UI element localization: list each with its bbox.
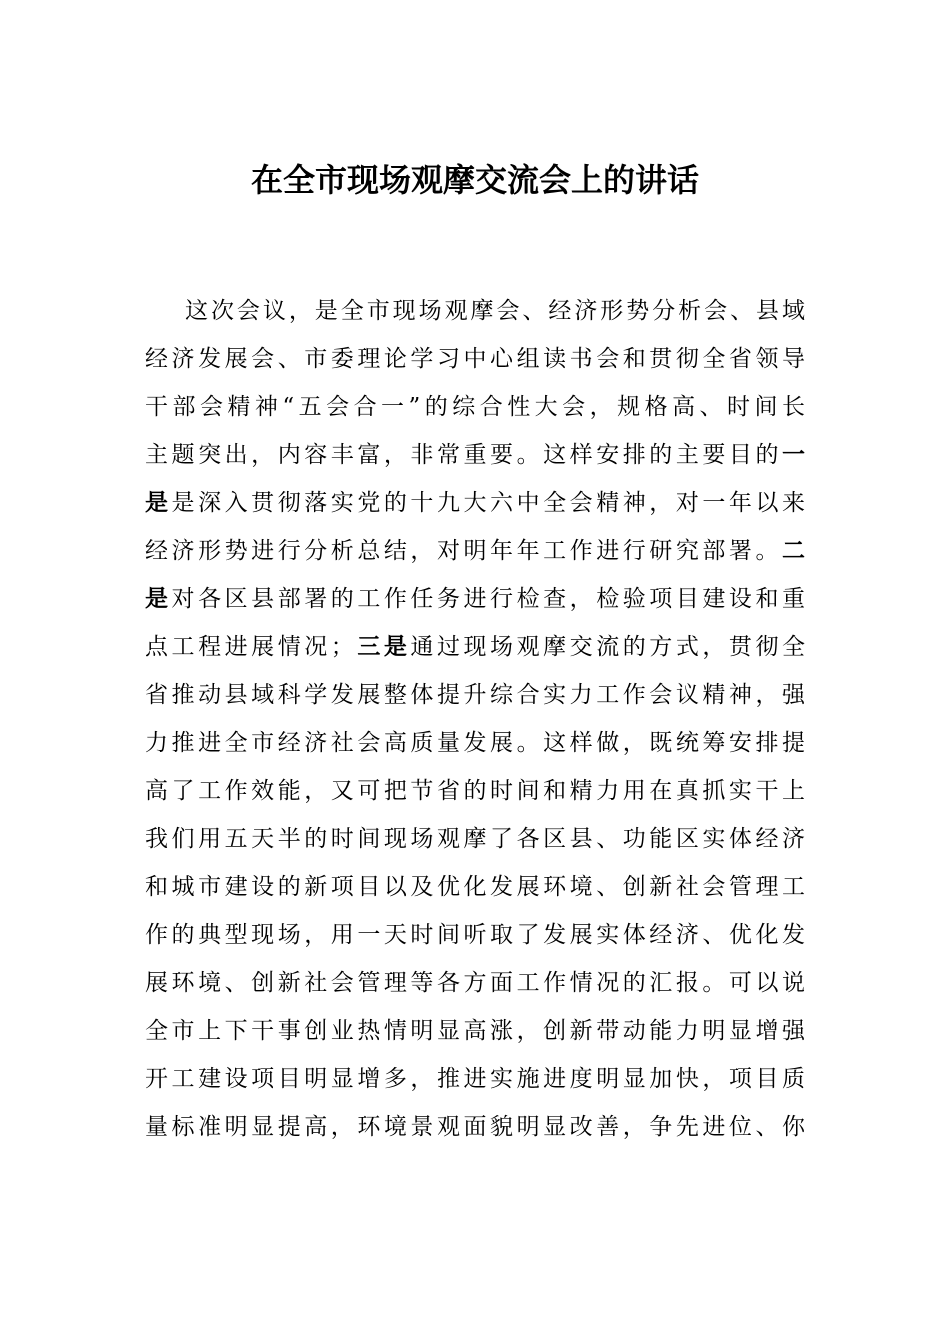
speech-paragraph	[145, 287, 805, 1151]
paragraph-line	[145, 575, 805, 623]
paragraph-line	[145, 863, 805, 911]
paragraph-line	[145, 1055, 805, 1103]
text-segment: 是深入贯彻落实党的十九大六中全会精神，对一年以来	[171, 490, 806, 516]
text-segment: 高了工作效能，又可把节省的时间和精力用在真抓实干上	[145, 778, 805, 804]
text-segment: 通过现场观摩交流的方式，贯彻全	[410, 634, 806, 660]
text-segment: 对各区县部署的工作任务进行检查，检验项目建设和重	[171, 586, 806, 612]
text-segment: 主题突出，内容丰富，非常重要。这样安排的主要目的	[145, 442, 782, 468]
bold-text-segment: 一	[782, 442, 805, 468]
text-segment: 全市上下干事创业热情明显高涨，创新带动能力明显增强	[145, 1018, 805, 1044]
text-segment: 作的典型现场，用一天时间听取了发展实体经济、优化发	[145, 922, 805, 948]
bold-text-segment: 二	[782, 538, 805, 564]
paragraph-line	[145, 767, 805, 815]
text-segment: 我们用五天半的时间现场观摩了各区县、功能区实体经济	[145, 826, 805, 852]
paragraph-line	[145, 1103, 805, 1151]
bold-text-segment: 三是	[353, 634, 411, 660]
paragraph-line	[145, 479, 805, 527]
paragraph-line	[145, 1007, 805, 1055]
paragraph-line	[145, 335, 805, 383]
paragraph-line	[145, 623, 805, 671]
document-title: 在全市现场观摩交流会上的讲话	[250, 161, 699, 199]
text-segment: 经济形势进行分析总结，对明年年工作进行研究部署。	[145, 538, 782, 564]
text-segment: 力推进全市经济社会高质量发展。这样做，既统筹安排提	[145, 730, 805, 756]
text-segment: 开工建设项目明显增多，推进实施进度明显加快，项目质	[145, 1066, 805, 1092]
paragraph-line	[145, 671, 805, 719]
paragraph-line	[145, 287, 805, 335]
text-segment: 省推动县域科学发展整体提升综合实力工作会议精神，强	[145, 682, 805, 708]
paragraph-line	[145, 527, 805, 575]
paragraph-line	[145, 959, 805, 1007]
text-segment: 这次会议，是全市现场观摩会、经济形势分析会、县域	[185, 298, 805, 324]
text-segment: 经济发展会、市委理论学习中心组读书会和贯彻全省领导	[145, 346, 805, 372]
bold-text-segment: 是	[145, 490, 172, 516]
text-segment: 点工程进展情况；	[145, 634, 354, 660]
paragraph-line	[145, 911, 805, 959]
text-segment: 和城市建设的新项目以及优化发展环境、创新社会管理工	[145, 874, 805, 900]
text-segment: 干部会精神“五会合一”的综合性大会，规格高、时间长	[145, 394, 805, 420]
text-segment: 展环境、创新社会管理等各方面工作情况的汇报。可以说	[145, 970, 805, 996]
paragraph-line	[145, 815, 805, 863]
paragraph-line	[145, 431, 805, 479]
text-segment: 量标准明显提高，环境景观面貌明显改善，争先进位、你	[145, 1114, 805, 1140]
bold-text-segment: 是	[145, 586, 172, 612]
paragraph-line	[145, 383, 805, 431]
paragraph-line	[145, 719, 805, 767]
